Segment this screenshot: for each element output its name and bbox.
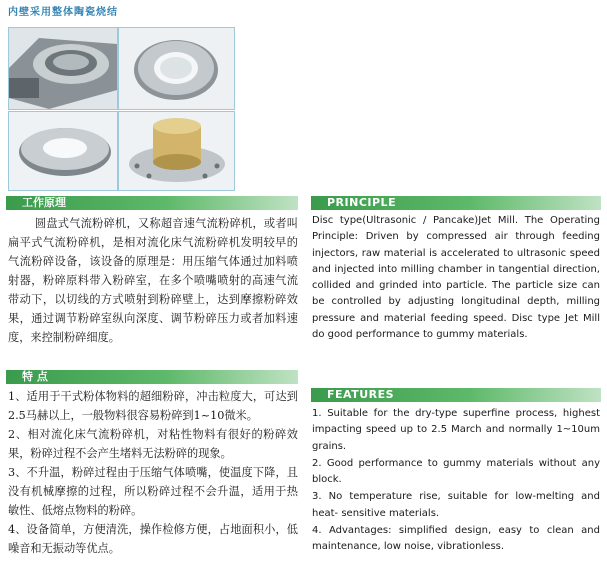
principle-en-body	[312, 213, 600, 343]
features-en-item-1: 1. Suitable for the dry-type superfine process, highest impacting speed up to 2.5 March and normally 1~10um grains.	[312, 408, 600, 452]
section-heading-principle-cn: 工作原理	[6, 196, 298, 210]
principle-cn-body	[8, 214, 298, 347]
features-en-list	[312, 406, 600, 556]
features-cn-item-3: 3、不升温，粉碎过程由于压缩气体喷嘴，使温度下降，且没有机械摩擦的过程，所以粉碎过程不会升温，适用于热敏性、低熔点物料的粉碎。	[8, 466, 298, 517]
photo-ceramic-ring	[118, 27, 235, 110]
principle-en-paragraph: Disc type(Ultrasonic / Pancake)Jet Mill. The Operating Principle: Driven by compressed air through feeding injectors, raw material is accelerated to ultrasonic speed and injected into milling chamber in tangential direction, collided and grinded into particle. The particle size can be controlled by adjusting longitudinal depth, milling pressure and material feeding speed. Disc type Jet Mill do good performance to gummy materials.	[312, 215, 600, 341]
section-heading-features-cn: 特 点	[6, 370, 298, 384]
features-en-item-4: 4. Advantages: simplified design, easy to clean and maintenance, low noise, vibrationless.	[312, 525, 600, 553]
features-cn-item-1: 1、适用于干式粉体物料的超细粉碎，冲击粒度大，可达到2.5马赫以上，一般物料很容易粉碎到1~10微米。	[8, 390, 298, 422]
principle-cn-paragraph: 圆盘式气流粉碎机，又称超音速气流粉碎机，或者叫扁平式气流粉碎机，是相对流化床气流粉碎机发明较早的气流粉碎设备，该设备的原理是：用压缩气体通过加料喷射器，粉碎原料带入粉碎室，在多个喷嘴喷射的高速气流带动下，以切线的方式喷射到粉碎壁上，达到摩擦粉碎效果，通过调节粉碎室纵向深度、调节粉碎压力或者加料速度，来控制粉碎细度。	[8, 217, 298, 344]
section-heading-features-en: FEATURES	[311, 388, 601, 402]
photo-mill-housing	[8, 27, 118, 110]
photo-ring-side	[8, 111, 118, 191]
features-en-item-3: 3. No temperature rise, suitable for low-melting and heat- sensitive materials.	[312, 491, 600, 519]
features-en-item-2: 2. Good performance to gummy materials without any block.	[312, 457, 600, 486]
features-cn-item-4: 4、设备简单，方便清洗，操作检修方便，占地面积小，低噪音和无振动等优点。	[8, 523, 298, 555]
features-cn-item-2: 2、相对流化床气流粉碎机，对粘性物料有很好的粉碎效果，粉碎过程不会产生堵料无法粉碎的现象。	[8, 428, 298, 460]
section-heading-principle-en: PRINCIPLE	[311, 196, 601, 210]
photo-flange-lid	[118, 111, 235, 191]
features-cn-list	[8, 387, 298, 558]
page-title: 内壁采用整体陶瓷烧结	[8, 7, 118, 18]
